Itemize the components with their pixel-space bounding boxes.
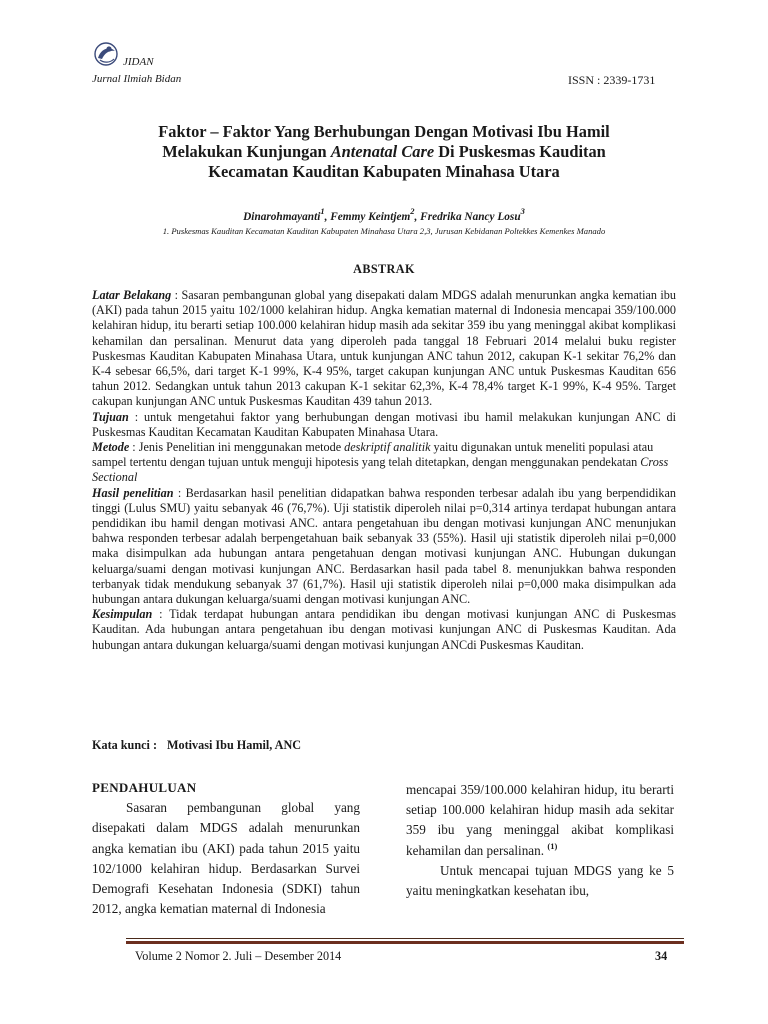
author-2: , Femmy Keintjem bbox=[324, 211, 411, 223]
kesimpulan-label: Kesimpulan bbox=[92, 607, 153, 622]
journal-short-name: JIDAN bbox=[123, 56, 154, 68]
metode-italic-1: deskriptif analitik bbox=[344, 440, 431, 455]
author-1: Dinarohmayanti bbox=[243, 211, 321, 223]
latar-text: : Sasaran pembangunan global yang disepakati dalam MDGS adalah menurunkan angka kematian ibu (AKI) pada tahun 2015 yaitu 102/1000 kelahiran hidup. Angka kematian maternal di Indonesia mencapai 359/100.000 kelahiran hidup, itu berarti setiap 100.000 kelahiran hidup masih ada sekitar 359 ibu yang meninggal akibat komplikasi kehamilan dan persalinan. Menurut data yang diperoleh pada tanggal 18 Februari 2014 melalui buku register Puskesmas Kauditan Kabupaten Minahasa Utara, untuk kunjungan ANC tahun 2012, cakupan K-1 sekitar 76,2% dan K-4 sebesar 66,5%, dari target K-1 99%, K-4 95%, target cakupan kunjungan ANC untuk Puskesmas Kauditan 656 tahun 2012. Sedangkan untuk tahun 2013 cakupan K-1 sekitar 62,3%, K-4 78,4% target K-1 99%, K-4 95%. Target cakupan kunjungan ANC untuk Puskesmas Kauditan 439 tahun 2013. bbox=[92, 288, 676, 409]
hasil-text: : Berdasarkan hasil penelitian didapatkan bahwa responden terbesar adalah ibu yang berpendidikan tinggi (Lulus SMU) yaitu sebanyak 46 (76,7%). Uji statistik diperoleh nilai p=0,314 artinya terdapat hubungan antara pendidikan ibu hamil dengan motivasi ANC. antara pengetahuan ibu dengan motivasi kunjungan ANC menunjukan bahwa responden terbesar adalah berpengetahuan baik sebanyak 33 (55%). Hasil uji statistik diperoleh nilai p=0,000 maka disimpulkan ada hubungan antara pengetahuan dengan motivasi kunjungan ANC. Hubungan dukungan keluarga/suami dengan motivasi kunjungan ANC. Berdasarkan hasil pada tabel 8. menunjukkan bahwa responden terbanyak tidak mendukung sebanyak 37 (61,7%). Hasil uji statistik diperoleh nilai p=0,000 maka disimpulkan ada hubungan antara dukungan keluarga/suami dengan motivasi kunjungan ANC. bbox=[92, 485, 676, 607]
title-line-1: Faktor – Faktor Yang Berhubungan Dengan Motivasi Ibu Hamil bbox=[158, 122, 610, 141]
journal-name: Jurnal Ilmiah Bidan bbox=[92, 73, 182, 85]
title-line-2-a: Melakukan Kunjungan bbox=[162, 142, 331, 161]
author-3: , Fredrika Nancy Losu bbox=[414, 211, 521, 223]
metode-label: Metode bbox=[92, 440, 130, 455]
abstract-kesimpulan bbox=[92, 607, 676, 653]
citation-mark: (1) bbox=[547, 840, 558, 851]
title-line-2 bbox=[96, 142, 672, 162]
metode-text-a: : Jenis Penelitian ini menggunakan metode bbox=[129, 440, 345, 455]
abstract-body bbox=[92, 288, 676, 653]
body-right-column bbox=[406, 780, 674, 901]
body-paragraph-left: Sasaran pembangunan global yang disepakati dalam MDGS adalah menurunkan angka kematian ibu (AKI) pada tahun 2015 yaitu 102/1000 kelahiran hidup. Berdasarkan Survei Demografi Kesehatan Indonesia (SDKI) tahun 2012, angka kematian maternal di Indonesia bbox=[92, 800, 360, 917]
page-number: 34 bbox=[655, 949, 668, 963]
abstract-metode bbox=[92, 440, 676, 486]
title-line-2-c: Di Puskesmas Kauditan bbox=[434, 142, 606, 161]
paper-title bbox=[96, 122, 672, 182]
metode-text-b: yaitu digunakan untuk meneliti populasi atau sampel tertentu dengan tujuan untuk menguji hipotesis yang telah ditetapkan, dengan menggunakan pendekatan bbox=[92, 440, 654, 470]
footer-volume: Volume 2 Nomor 2. Juli – Desember 2014 bbox=[135, 949, 342, 963]
abstract-latar-belakang bbox=[92, 288, 676, 410]
author-list bbox=[96, 206, 672, 223]
abstract-tujuan bbox=[92, 410, 676, 440]
title-line-3: Kecamatan Kauditan Kabupaten Minahasa Utara bbox=[208, 162, 560, 181]
body-paragraph-right-1-text: mencapai 359/100.000 kelahiran hidup, itu berarti setiap 100.000 kelahiran hidup masih ada sekitar 359 ibu yang meninggal akibat komplikasi kehamilan dan persalinan. bbox=[406, 782, 674, 858]
abstract-hasil bbox=[92, 486, 676, 608]
author-affiliation: 1. Puskesmas Kauditan Kecamatan Kauditan Kabupaten Minahasa Utara 2,3, Jurusan Kebidanan Poltekkes Kemenkes Manado bbox=[162, 226, 606, 236]
hasil-label: Hasil penelitian bbox=[92, 485, 174, 500]
abstract-heading: ABSTRAK bbox=[353, 262, 415, 276]
body-paragraph-right-2: Untuk mencapai tujuan MDGS yang ke 5 yaitu meningkatkan kesehatan ibu, bbox=[406, 862, 674, 899]
metode-italic-2: Cross Sectional bbox=[92, 455, 669, 485]
author-3-mark: 3 bbox=[520, 206, 525, 216]
tujuan-label: Tujuan bbox=[92, 409, 129, 424]
journal-logo-icon bbox=[90, 40, 124, 70]
section-heading-pendahuluan: PENDAHULUAN bbox=[92, 780, 197, 795]
keywords-label: Kata kunci : bbox=[92, 738, 158, 752]
footer-rule-thin bbox=[126, 938, 684, 939]
tujuan-text: : untuk mengetahui faktor yang berhubungan dengan motivasi ibu hamil melakukan kunjungan ANC di Puskesmas Kauditan Kecamatan Kauditan Kabupaten Minahasa Utara. bbox=[92, 409, 676, 439]
latar-label: Latar Belakang bbox=[92, 288, 172, 302]
footer-rule-thick bbox=[126, 941, 684, 944]
author-1-mark: 1 bbox=[320, 206, 325, 216]
keywords-value: Motivasi Ibu Hamil, ANC bbox=[167, 738, 302, 752]
title-line-2-italic: Antenatal Care bbox=[330, 142, 435, 161]
author-2-mark: 2 bbox=[410, 206, 415, 216]
issn-number: ISSN : 2339-1731 bbox=[568, 73, 656, 87]
keywords bbox=[92, 738, 301, 753]
body-left-column bbox=[92, 778, 360, 919]
kesimpulan-text: : Tidak terdapat hubungan antara pendidikan ibu dengan motivasi kunjungan ANC di Puskesmas Kauditan. Ada hubungan antara pengetahuan ibu dengan motivasi kunjungan ANC di Puskesmas Kauditan. Ada hubungan antara dukungan keluarga/suami dengan motivasi kunjungan ANCdi Puskesmas Kauditan. bbox=[92, 607, 676, 652]
body-paragraph-right-1 bbox=[406, 780, 674, 861]
